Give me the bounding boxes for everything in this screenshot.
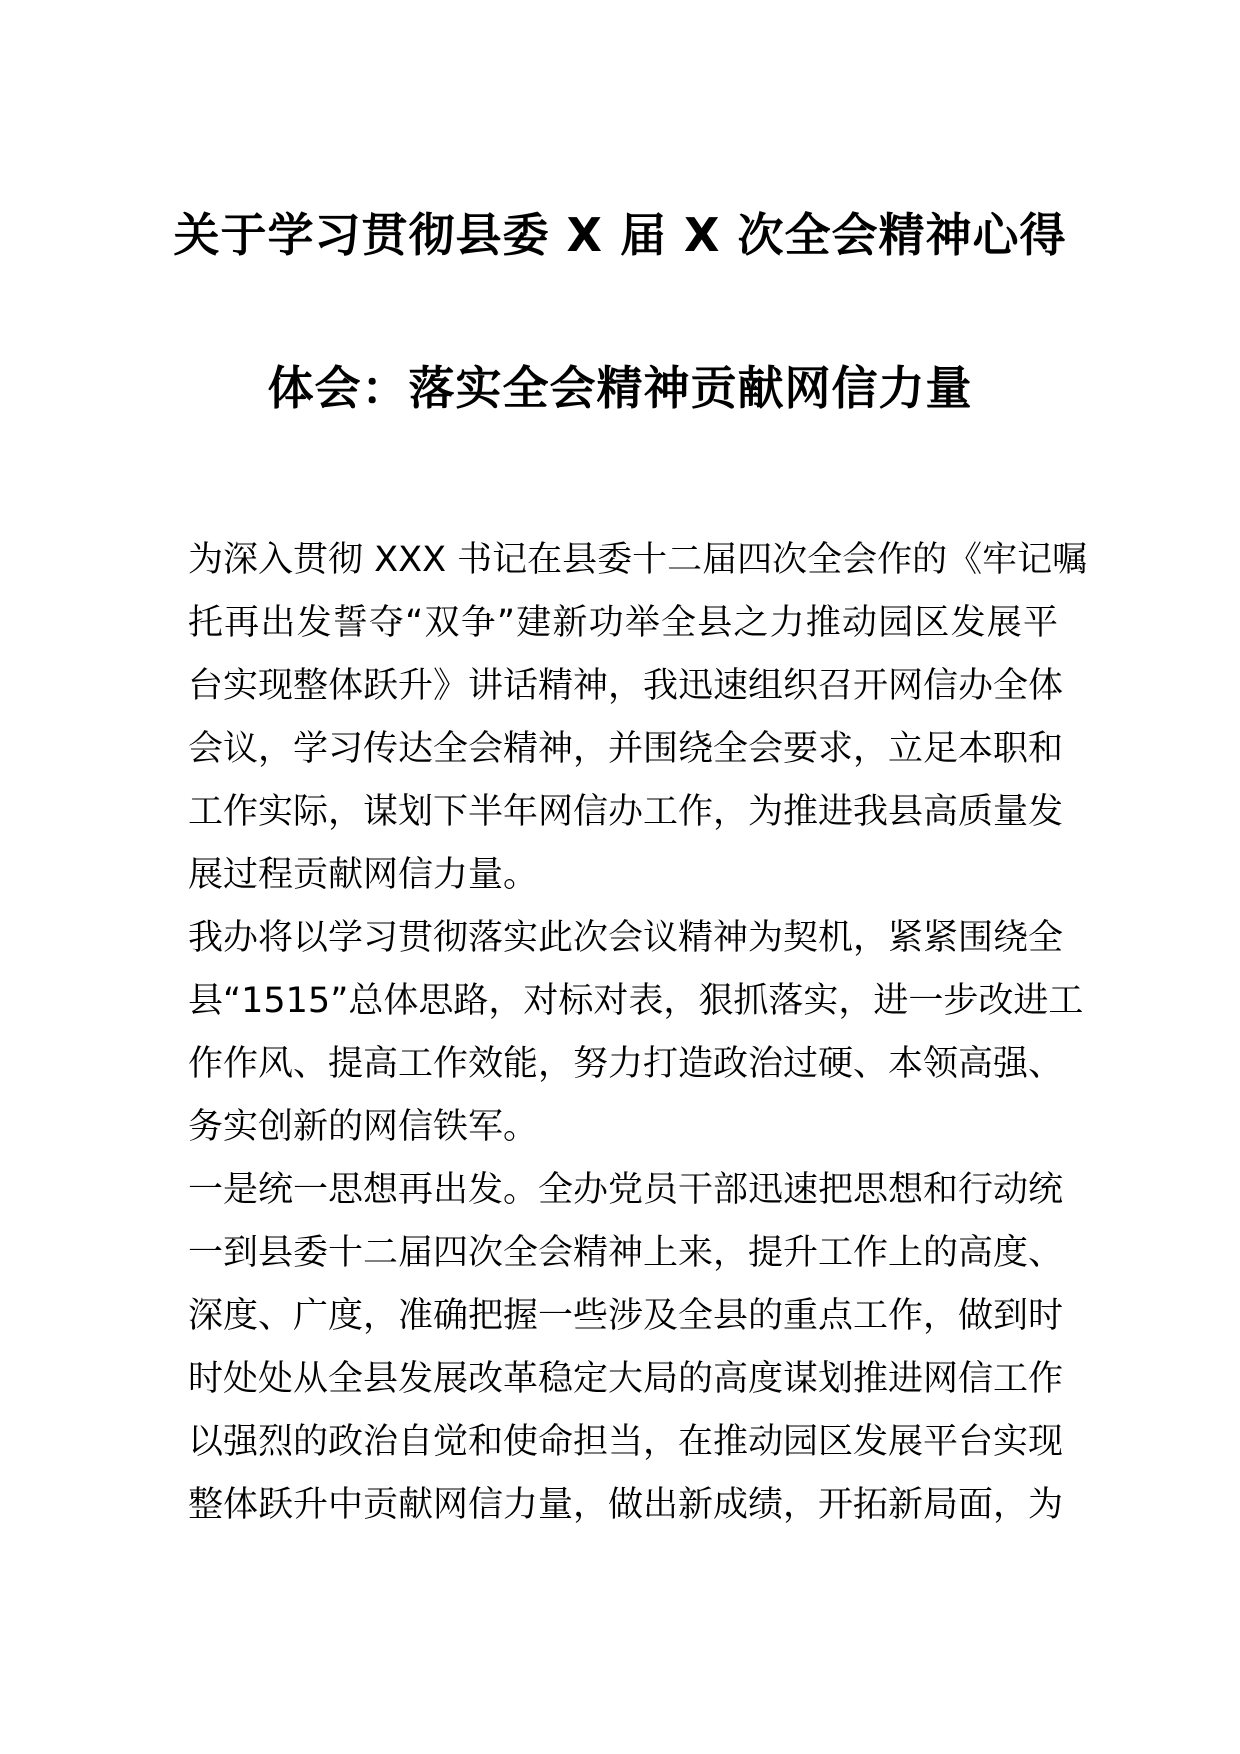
body-text-line: 会议，学习传达全会精神，并围绕全会要求，立足本职和	[188, 729, 1064, 769]
body-text-line: 深度、广度，准确把握一些涉及全县的重点工作，做到时	[188, 1296, 1064, 1336]
body-text-line: 展过程贡献网信力量。	[188, 855, 539, 895]
body-text-line: 时处处从全县发展改革稳定大局的高度谋划推进网信工作	[188, 1359, 1064, 1399]
body-text-line: 工作实际，谋划下半年网信办工作，为推进我县高质量发	[188, 792, 1064, 832]
body-text-line: 务实创新的网信铁军。	[188, 1107, 539, 1147]
body-text-line: 整体跃升中贡献网信力量，做出新成绩，开拓新局面，为	[188, 1485, 1064, 1525]
body-text-line: 一是统一思想再出发。全办党员干部迅速把思想和行动统	[188, 1170, 1064, 1210]
document-title-line-1: 关于学习贯彻县委 X 届 X 次全会精神心得	[173, 208, 1067, 262]
body-text-line: 托再出发誓夺“双争”建新功举全县之力推动园区发展平	[188, 603, 1058, 643]
body-text-line: 我办将以学习贯彻落实此次会议精神为契机，紧紧围绕全	[188, 918, 1064, 958]
body-text-line: 以强烈的政治自觉和使命担当，在推动园区发展平台实现	[188, 1422, 1064, 1462]
body-text-line: 台实现整体跃升》讲话精神，我迅速组织召开网信办全体	[188, 666, 1064, 706]
body-text-line: 县“1515”总体思路，对标对表，狠抓落实，进一步改进工	[188, 981, 1084, 1021]
body-text-line: 一到县委十二届四次全会精神上来，提升工作上的高度、	[188, 1233, 1064, 1273]
body-text-line: 作作风、提高工作效能，努力打造政治过硬、本领高强、	[188, 1044, 1064, 1084]
document-title-line-2: 体会：落实全会精神贡献网信力量	[267, 361, 973, 415]
body-text-line: 为深入贯彻 XXX 书记在县委十二届四次全会作的《牢记嘱	[188, 540, 1088, 580]
